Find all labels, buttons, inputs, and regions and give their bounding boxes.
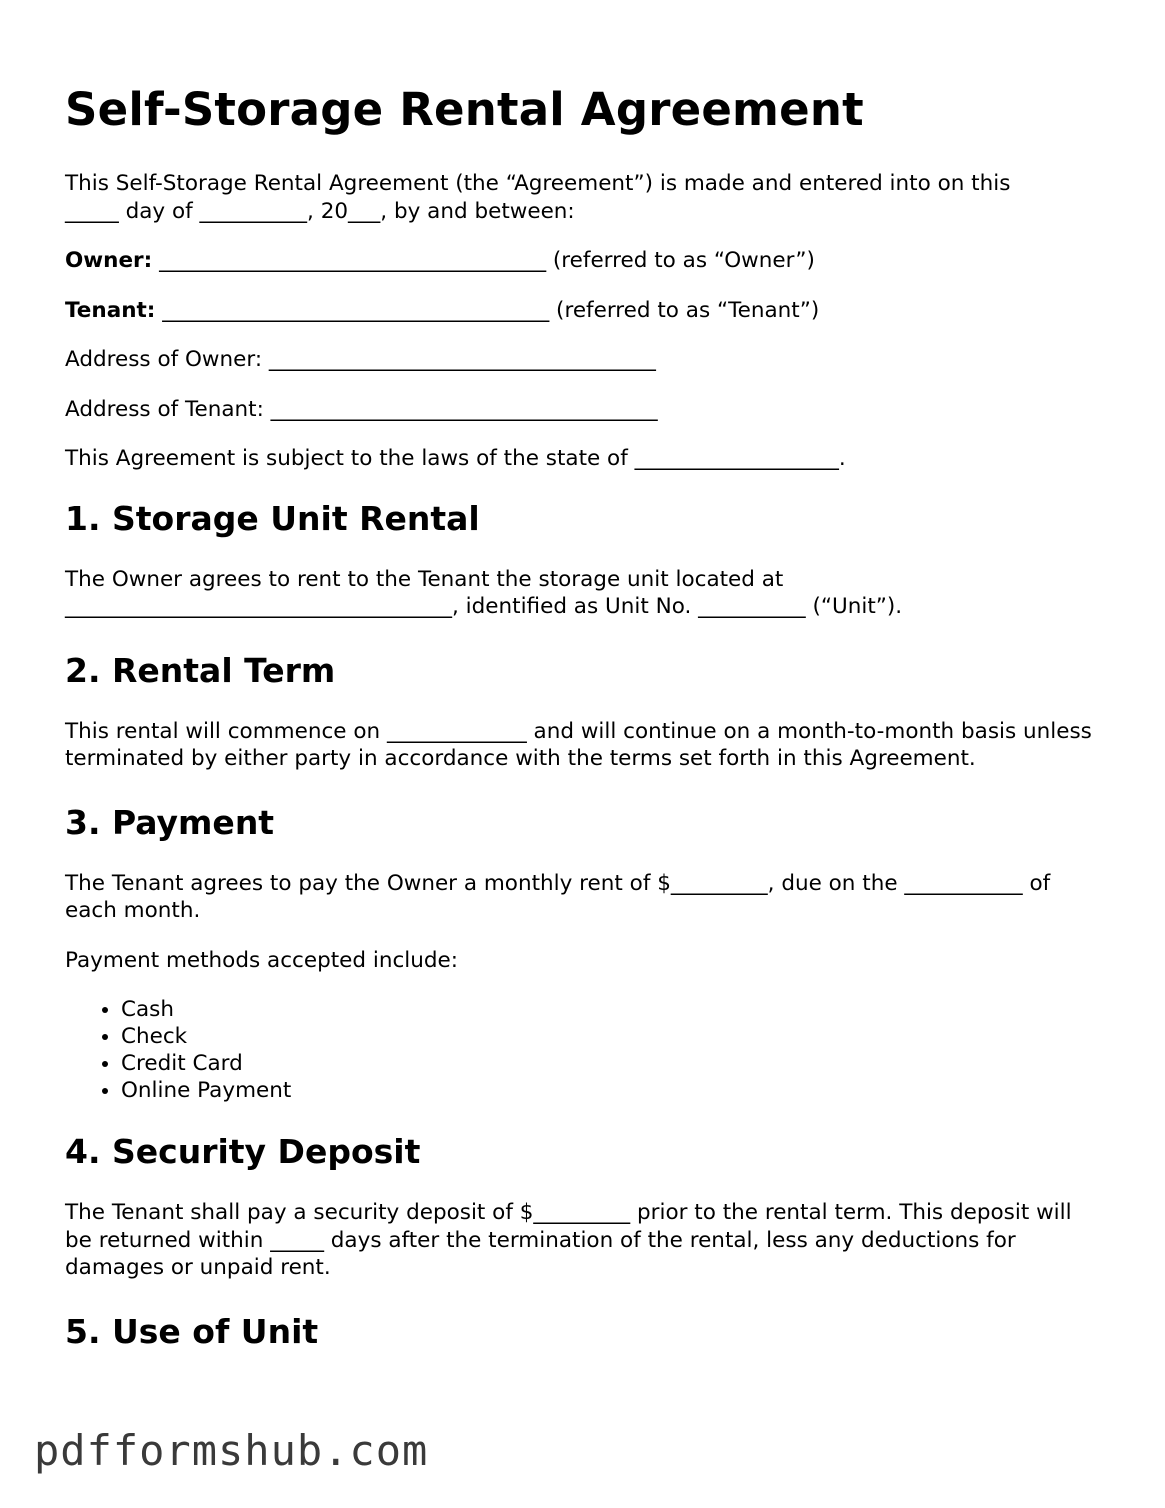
payment-methods-list — [65, 996, 1105, 1104]
section-3-text: The Tenant agrees to pay the Owner a monthly rent of $_________, due on the ___________ of each month. — [65, 870, 1051, 923]
tenant-field: ____________________________________ (referred to as “Tenant”) — [155, 297, 820, 323]
list-item: • Credit Card — [121, 1050, 1105, 1077]
section-1-text — [65, 566, 1105, 621]
list-item: • Online Payment — [121, 1077, 1105, 1104]
watermark: pdfformshub.com — [34, 1426, 429, 1475]
section-5-heading: 5. Use of Unit — [65, 1311, 319, 1351]
intro-line-2: _____ day of __________, 20___, by and between: — [65, 198, 575, 224]
section-1-line-2: ____________________________________, identified as Unit No. __________ (“Unit”). — [65, 594, 903, 619]
list-item: • Check — [121, 1023, 1105, 1050]
document-title: Self-Storage Rental Agreement — [65, 83, 864, 136]
owner-field: ____________________________________ (referred to as “Owner”) — [152, 248, 815, 273]
section-1-line-1: The Owner agrees to rent to the Tenant the storage unit located at — [65, 566, 784, 592]
owner-label: Owner: — [65, 248, 153, 273]
section-4-text: The Tenant shall pay a security deposit of $_________ prior to the rental term. This deposit will be returned within _____ days after the termination of the rental, less any deductions for damages or unpaid rent. — [65, 1200, 1072, 1280]
address-of-owner-line: Address of Owner: ____________________________________ — [65, 347, 656, 372]
section-3-heading: 3. Payment — [65, 802, 275, 842]
owner-line — [65, 247, 1105, 275]
tenant-line — [65, 297, 1105, 325]
list-item: • Cash — [121, 996, 1105, 1023]
document-page — [65, 80, 1105, 1379]
section-2-text: This rental will commence on _____________ and will continue on a month-to-month basis unless terminated by either party in accordance with the terms set forth in this Agreement. — [65, 718, 1092, 771]
intro-paragraph — [65, 170, 1105, 225]
payment-methods-intro: Payment methods accepted include: — [65, 947, 458, 973]
intro-line-1: This Self-Storage Rental Agreement (the “Agreement”) is made and entered into on this — [65, 171, 1011, 196]
governing-law-line: This Agreement is subject to the laws of the state of ___________________. — [65, 446, 846, 471]
section-4-heading: 4. Security Deposit — [65, 1132, 421, 1171]
tenant-label: Tenant: — [65, 297, 156, 323]
address-of-tenant-line: Address of Tenant: ____________________________________ — [65, 396, 658, 422]
section-1-heading: 1. Storage Unit Rental — [65, 498, 480, 538]
section-2-heading: 2. Rental Term — [65, 650, 336, 690]
